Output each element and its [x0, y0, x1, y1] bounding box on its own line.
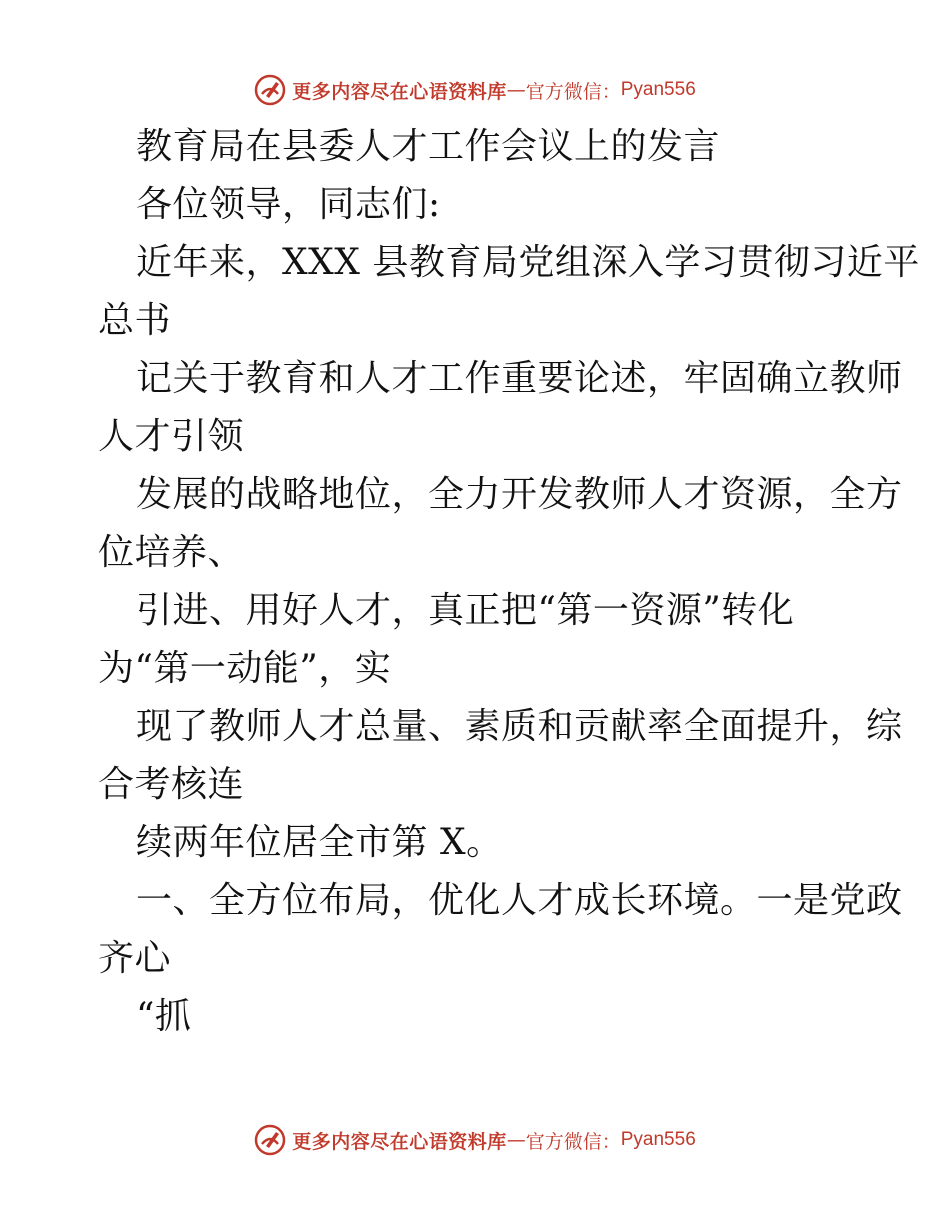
header-banner	[0, 70, 950, 110]
document-line: 总书	[98, 300, 172, 341]
document-line: 续两年位居全市第 X。	[136, 822, 503, 863]
document-line: 现了教师人才总量、素质和贡献率全面提升，综	[136, 706, 903, 747]
banner-wechat-id: Pyan556	[620, 1129, 696, 1150]
document-line: 合考核连	[98, 764, 245, 805]
banner-title: 更多内容尽在心语资料库	[292, 1130, 507, 1153]
document-line: “抓	[136, 996, 192, 1037]
banner-separator: —	[506, 79, 526, 101]
document-line: 人才引领	[98, 416, 245, 457]
footer-banner	[0, 1120, 950, 1160]
document-line: 记关于教育和人才工作重要论述，牢固确立教师	[136, 358, 903, 399]
document-line: 近年来，XXX 县教育局党组深入学习贯彻习近平	[136, 242, 920, 283]
document-line: 一、全方位布局，优化人才成长环境。一是党政	[136, 880, 903, 921]
document-body	[98, 118, 920, 1046]
book-pen-logo-icon	[254, 74, 286, 106]
document-line: 为“第一动能”，实	[98, 648, 392, 689]
banner-wechat-label: 官方微信：	[525, 80, 621, 103]
banner-title: 更多内容尽在心语资料库	[292, 80, 507, 103]
document-line: 位培养、	[98, 532, 245, 573]
document-line: 各位领导，同志们:	[136, 184, 441, 225]
document-line: 教育局在县委人才工作会议上的发言	[136, 126, 721, 167]
document-line: 引进、用好人才，真正把“第一资源”转化	[136, 590, 795, 631]
book-pen-logo-icon	[254, 1124, 286, 1156]
document-line: 齐心	[98, 938, 172, 979]
document-line: 发展的战略地位，全力开发教师人才资源，全方	[136, 474, 903, 515]
banner-wechat-id: Pyan556	[620, 79, 696, 100]
banner-wechat-label: 官方微信：	[525, 1130, 621, 1153]
banner-separator: —	[506, 1129, 526, 1151]
